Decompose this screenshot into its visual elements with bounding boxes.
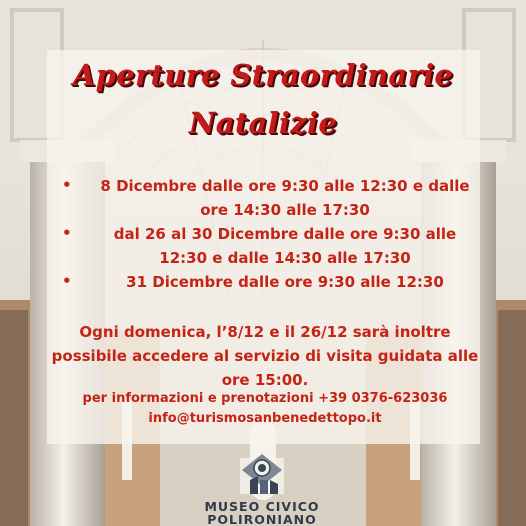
headline-line-1: Aperture Straordinarie	[72, 58, 454, 92]
bullet-icon: •	[62, 272, 72, 290]
headline-line-2: Natalizie	[188, 106, 338, 140]
guided-tour-note: Ogni domenica, l’8/12 e il 26/12 sarà inoltre possibile accedere al servizio di visita guidata alle ore 15:00.	[51, 323, 479, 389]
contact-email: info@turismosanbenedettopo.it	[148, 411, 382, 426]
schedule-item	[58, 222, 478, 270]
museum-logo	[200, 450, 324, 526]
schedule-text: 8 Dicembre dalle ore 9:30 alle 12:30 e dalle ore 14:30 alle 17:30	[100, 177, 470, 219]
schedule-text: dal 26 al 30 Dicembre dalle ore 9:30 alle 12:30 e dalle 14:30 alle 17:30	[113, 225, 457, 267]
schedule-text: 31 Dicembre dalle ore 9:30 alle 12:30	[126, 273, 444, 291]
museum-name-line-2: POLIRONIANO	[207, 512, 317, 526]
schedule-item	[58, 174, 478, 222]
bullet-icon: •	[62, 176, 72, 194]
contact-info: per informazioni e prenotazioni +39 0376-623036	[82, 391, 448, 406]
bullet-icon: •	[62, 224, 72, 242]
museum-name-line-1: MUSEO CIVICO	[204, 499, 320, 514]
schedule-item	[58, 270, 478, 294]
museum-emblem-icon	[238, 450, 286, 500]
